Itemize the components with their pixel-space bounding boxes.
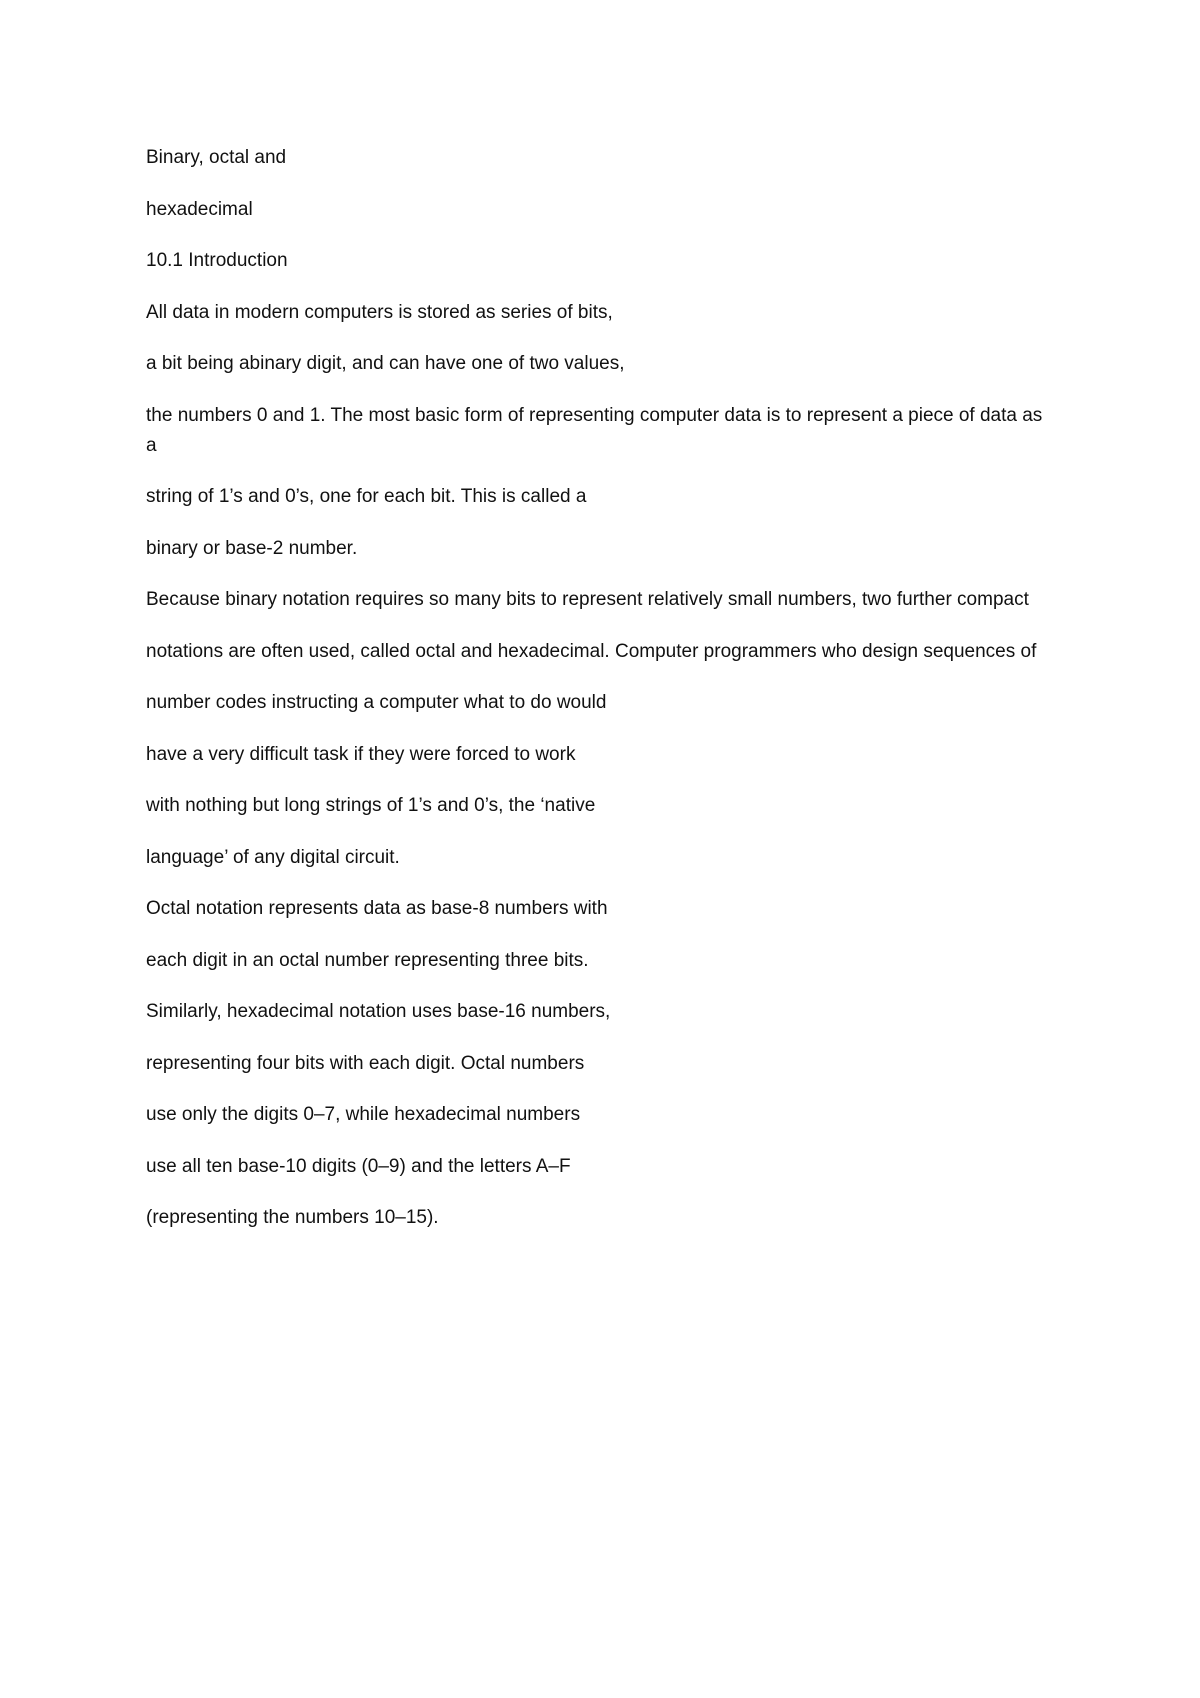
- body-line: (representing the numbers 10–15).: [146, 1207, 439, 1228]
- body-line: the numbers 0 and 1. The most basic form of representing computer data is to represent a piece of data as a: [146, 404, 1043, 456]
- body-line: Octal notation represents data as base-8 numbers with: [146, 898, 608, 919]
- body-line: a bit being abinary digit, and can have one of two values,: [146, 353, 625, 374]
- body-line: string of 1’s and 0’s, one for each bit. This is called a: [146, 486, 587, 507]
- document-body: [146, 143, 1046, 1255]
- section-heading: 10.1 Introduction: [146, 250, 288, 271]
- body-line: representing four bits with each digit. Octal numbers: [146, 1052, 585, 1074]
- body-line: notations are often used, called octal and hexadecimal. Computer programmers who design sequences of: [146, 640, 1037, 662]
- body-line: All data in modern computers is stored as series of bits,: [146, 301, 613, 323]
- body-line: use only the digits 0–7, while hexadecimal numbers: [146, 1104, 581, 1125]
- body-line: language’ of any digital circuit.: [146, 846, 400, 868]
- body-line: have a very difficult task if they were forced to work: [146, 743, 576, 765]
- body-line: use all ten base-10 digits (0–9) and the letters A–F: [146, 1155, 571, 1177]
- body-line: number codes instructing a computer what to do would: [146, 692, 607, 713]
- body-line: each digit in an octal number representing three bits.: [146, 949, 589, 971]
- body-line: Because binary notation requires so many bits to represent relatively small numbers, two further compact: [146, 589, 1029, 610]
- body-line: Similarly, hexadecimal notation uses base-16 numbers,: [146, 1001, 611, 1022]
- title-line-1: Binary, octal and: [146, 147, 287, 168]
- title-line-2: hexadecimal: [146, 198, 253, 220]
- body-line: binary or base-2 number.: [146, 537, 358, 559]
- body-line: with nothing but long strings of 1’s and 0’s, the ‘native: [146, 795, 596, 816]
